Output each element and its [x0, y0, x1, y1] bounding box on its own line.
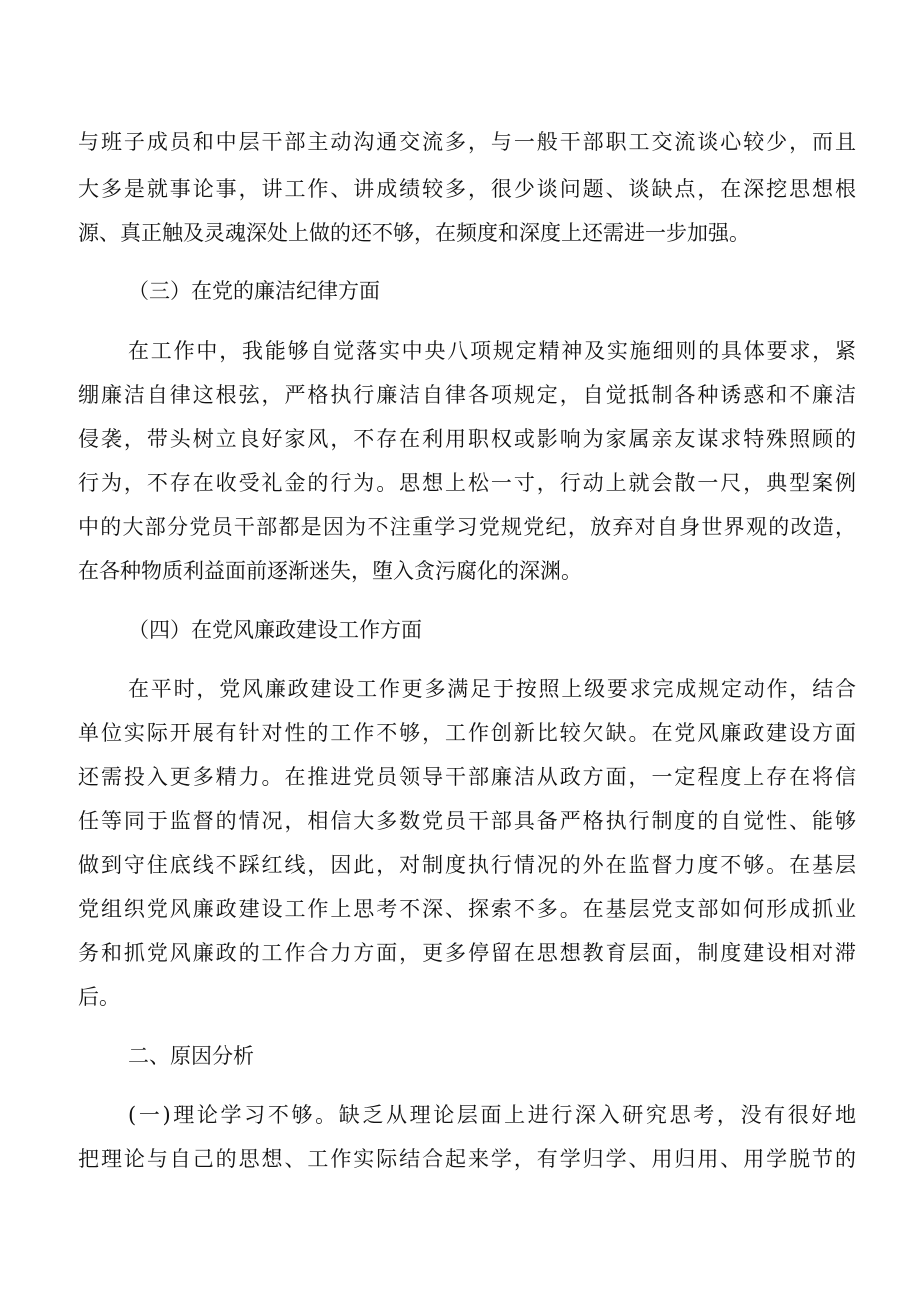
paragraph-line: 党组织党风廉政建设工作上思考不深、探索不多。在基层党支部如何形成抓业 [78, 897, 856, 921]
paragraph-line: 单位实际开展有针对性的工作不够，工作创新比较欠缺。在党风廉政建设方面 [78, 721, 856, 745]
paragraph-line: 绷廉洁自律这根弦，严格执行廉洁自律各项规定，自觉抵制各种诱惑和不廉洁 [78, 383, 856, 407]
paragraph-line: 还需投入更多精力。在推进党员领导干部廉洁从政方面，一定程度上存在将信 [78, 765, 856, 789]
paragraph-line: 在各种物质利益面前逐渐迷失，堕入贪污腐化的深渊。 [78, 559, 582, 583]
paragraph-line: 侵袭，带头树立良好家风，不存在利用职权或影响为家属亲友谋求特殊照顾的 [78, 427, 856, 451]
paragraph-line: 后。 [78, 985, 120, 1009]
paragraph-line: (一)理论学习不够。缺乏从理论层面上进行深入研究思考，没有很好地 [128, 1103, 856, 1127]
paragraph-line: 大多是就事论事，讲工作、讲成绩较多，很少谈问题、谈缺点，在深挖思想根 [78, 177, 856, 201]
paragraph-line: 在平时，党风廉政建设工作更多满足于按照上级要求完成规定动作，结合 [128, 677, 856, 701]
paragraph-line: 中的大部分党员干部都是因为不注重学习党规党纪，放弃对自身世界观的改造， [78, 515, 856, 539]
paragraph-line: 任等同于监督的情况，相信大多数党员干部具备严格执行制度的自觉性、能够 [78, 809, 856, 833]
paragraph-line: 在工作中，我能够自觉落实中央八项规定精神及实施细则的具体要求，紧 [128, 339, 856, 363]
paragraph-line: 做到守住底线不踩红线，因此，对制度执行情况的外在监督力度不够。在基层 [78, 853, 856, 877]
section-heading: （三）在党的廉洁纪律方面 [128, 279, 380, 303]
chapter-heading: 二、原因分析 [128, 1044, 254, 1068]
paragraph-line: 源、真正触及灵魂深处上做的还不够，在频度和深度上还需进一步加强。 [78, 221, 750, 245]
paragraph-line: 行为，不存在收受礼金的行为。思想上松一寸，行动上就会散一尺，典型案例 [78, 471, 856, 495]
section-heading: （四）在党风廉政建设工作方面 [128, 618, 422, 642]
paragraph-line: 务和抓党风廉政的工作合力方面，更多停留在思想教育层面，制度建设相对滞 [78, 941, 856, 965]
paragraph-line: 与班子成员和中层干部主动沟通交流多，与一般干部职工交流谈心较少，而且 [78, 130, 856, 154]
paragraph-line: 把理论与自己的思想、工作实际结合起来学，有学归学、用归用、用学脱节的 [78, 1147, 856, 1171]
